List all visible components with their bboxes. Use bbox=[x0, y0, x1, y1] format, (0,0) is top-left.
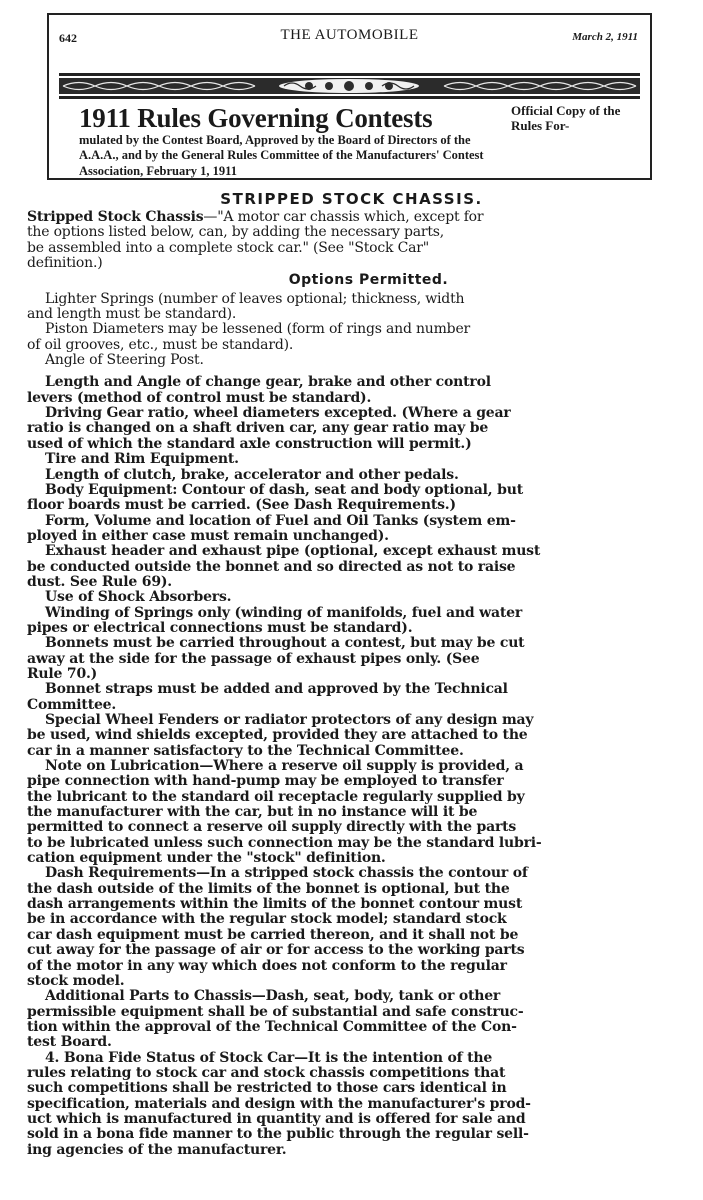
options-heading: Options Permitted. bbox=[288, 272, 449, 289]
article-subtitle-line1: mulated by the Contest Board, Approved by the Board of Directors of the bbox=[79, 133, 471, 147]
article-title: 1911 Rules Governing Contests bbox=[79, 103, 433, 133]
journal-title: THE AUTOMOBILE bbox=[280, 27, 419, 43]
dash-text: —In a stripped stock chassis the contour of the dash outside of the limits of the bonnet is optional, but the dash arrangements within the limits of the bonnet contour must be in accordance with the regular stock model; standard stock car dash equipment must be carried thereon, and it shall not be cut away for the passage of air or for access to the working parts of the motor in any way which does not conform to the regular stock model. bbox=[27, 865, 528, 989]
article-header bbox=[47, 13, 652, 180]
options-list-b bbox=[27, 375, 703, 1158]
option-item: Body Equipment: Contour of dash, seat and body optional, but floor boards must be carried. (See Dash Requirements.) bbox=[27, 481, 523, 514]
dash-lead: Dash Requirements bbox=[45, 865, 197, 882]
bona-fide-text: —It is the intention of the rules relating to stock car and stock chassis competitions that such competitions shall be restricted to those cars identical in specification, materials and design with the manufacturer's prod- uct which is manufactured in quantity and is offered for sale and sold in a bona fide manner to the public through the regular sell- ing agencies of the manufacturer. bbox=[27, 1049, 531, 1158]
decorative-ornament-band bbox=[59, 73, 640, 99]
lubrication-lead: Note on Lubrication bbox=[45, 758, 200, 775]
definition-lead: Stripped Stock Chassis bbox=[27, 209, 204, 225]
option-item: Exhaust header and exhaust pipe (optional, except exhaust must be conducted outside the bonnet and so directed as not to raise dust. See Rule 69). bbox=[27, 543, 541, 590]
issue-date: March 2, 1911 bbox=[572, 31, 638, 43]
section-heading: STRIPPED STOCK CHASSIS. bbox=[220, 190, 483, 208]
bona-fide-paragraph bbox=[27, 1051, 703, 1158]
options-list-a bbox=[27, 292, 703, 369]
option-item: Angle of Steering Post. bbox=[45, 352, 204, 369]
option-item: Piston Diameters may be lessened (form of rings and number of oil grooves, etc., must be standard). bbox=[27, 321, 471, 353]
option-item: Form, Volume and location of Fuel and Oil Tanks (system em- ployed in either case must remain unchanged). bbox=[27, 512, 516, 544]
page-number: 642 bbox=[59, 31, 77, 45]
dash-paragraph bbox=[27, 866, 703, 989]
additional-lead: Additional Parts to Chassis bbox=[45, 988, 252, 1005]
option-item: Use of Shock Absorbers. bbox=[45, 589, 232, 606]
option-item: Bonnets must be carried throughout a contest, but may be cut away at the side for the passage of exhaust pipes only. (See Rule 70.) bbox=[27, 635, 525, 682]
article-subtitle-rest: A.A.A., and by the General Rules Committee of the Manufacturers' Contest Association, February 1, 1911 bbox=[79, 148, 484, 178]
article-body bbox=[27, 210, 703, 1158]
bona-fide-lead: 4. Bona Fide Status of Stock Car bbox=[45, 1049, 295, 1066]
option-item: Special Wheel Fenders or radiator protectors of any design may be used, wind shields excepted, provided they are attached to the car in a manner satisfactory to the Technical Committee. bbox=[27, 712, 534, 759]
option-item: Tire and Rim Equipment. bbox=[45, 451, 239, 468]
definition-text: —"A motor car chassis which, except for the options listed below, can, by adding the necessary parts, be assembled into a complete stock car." (See "Stock Car" definition.) bbox=[27, 209, 484, 272]
option-item: Length and Angle of change gear, brake and other control levers (method of control must be standard). bbox=[27, 374, 491, 406]
lubrication-paragraph bbox=[27, 759, 703, 866]
article-side-note: Official Copy of the Rules For- bbox=[511, 103, 621, 133]
option-item: Driving Gear ratio, wheel diameters excepted. (Where a gear ratio is changed on a shaft driven car, any gear ratio may be used of which the standard axle construction will permit.) bbox=[27, 405, 511, 452]
option-item: Lighter Springs (number of leaves optional; thickness, width and length must be standard). bbox=[27, 290, 465, 323]
definition-paragraph bbox=[27, 210, 703, 271]
additional-text: —Dash, seat, body, tank or other permissible equipment shall be of substantial and safe construc- tion within the approval of the Technical Committee of the Con- test Board. bbox=[27, 988, 524, 1051]
additional-parts-paragraph bbox=[27, 989, 703, 1050]
lubrication-text: —Where a reserve oil supply is provided, a pipe connection with hand-pump may be employed to transfer the lubricant to the standard oil receptacle regularly supplied by the manufacturer with the car, but in no instance will it be permitted to connect a reserve oil supply directly with the parts to be lubricated unless such connection may be the standard lubri- cation equipment under the "stock" definition. bbox=[27, 758, 542, 867]
option-item: Winding of Springs only (winding of manifolds, fuel and water pipes or electrical connections must be standard). bbox=[27, 604, 523, 636]
option-item: Bonnet straps must be added and approved by the Technical Committee. bbox=[27, 681, 508, 713]
option-item: Length of clutch, brake, accelerator and other pedals. bbox=[45, 466, 459, 483]
